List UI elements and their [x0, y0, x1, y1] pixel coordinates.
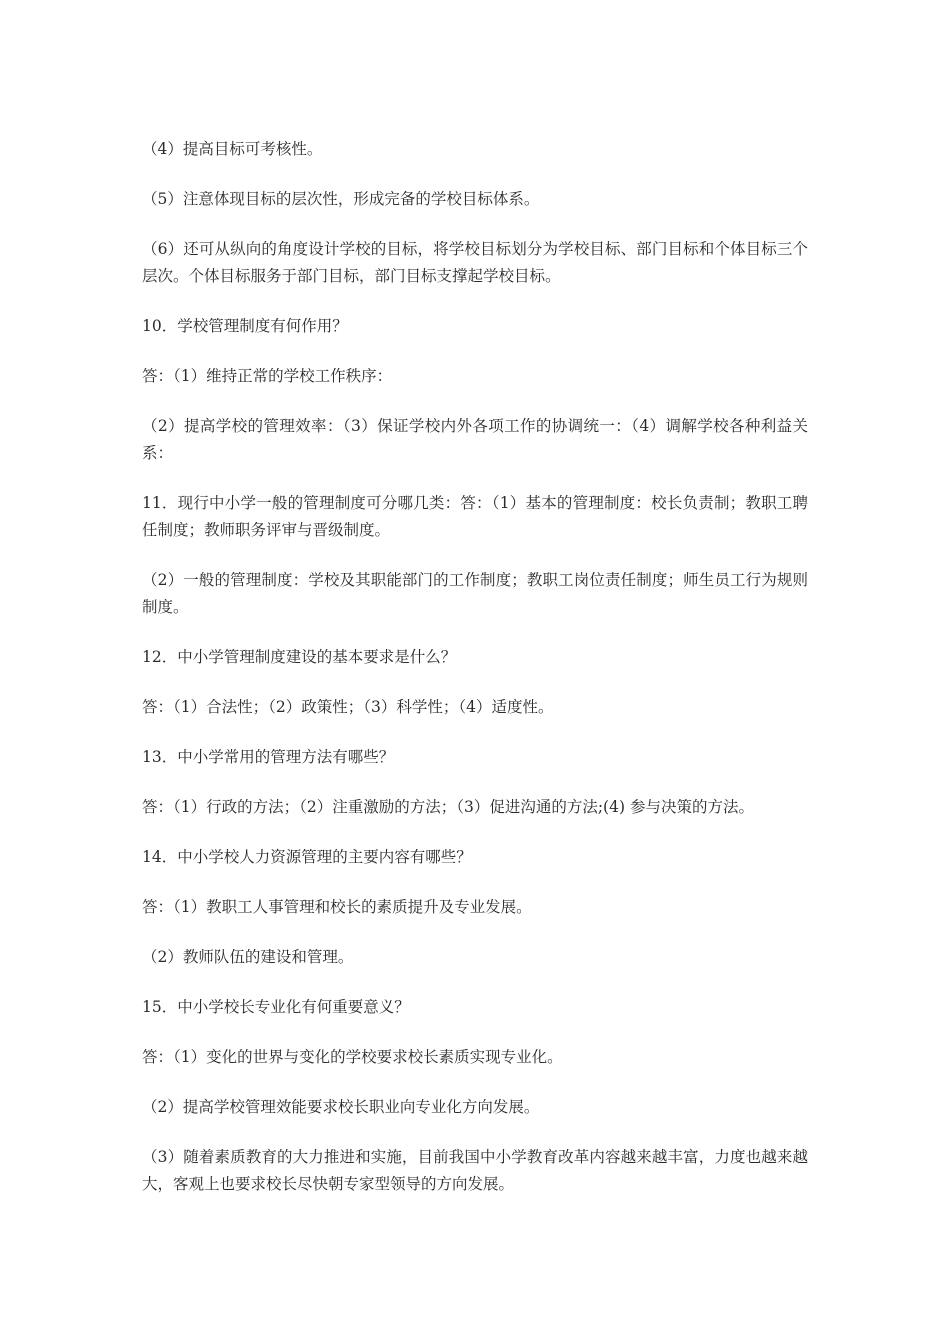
- paragraph-goal-4: （4）提高目标可考核性。: [142, 140, 323, 158]
- answer-15-part-3: （3）随着素质教育的大力推进和实施，目前我国中小学教育改革内容越来越丰富，力度也越来越大，客观上也要求校长尽快朝专家型领导的方向发展。: [142, 1148, 808, 1193]
- question-14: 14．中小学校人力资源管理的主要内容有哪些？: [142, 848, 472, 866]
- question-10: 10．学校管理制度有何作用？: [142, 317, 348, 335]
- answer-14-part-2: （2）教师队伍的建设和管理。: [142, 948, 354, 966]
- question-15: 15．中小学校长专业化有何重要意义？: [142, 998, 410, 1016]
- question-12: 12．中小学管理制度建设的基本要求是什么？: [142, 648, 457, 666]
- answer-12: 答：（1）合法性；（2）政策性；（3）科学性；（4）适度性。: [142, 698, 554, 716]
- answer-15-part-1: 答：（1）变化的世界与变化的学校要求校长素质实现专业化。: [142, 1048, 563, 1066]
- paragraph-goal-6: （6）还可从纵向的角度设计学校的目标，将学校目标划分为学校目标、部门目标和个体目标三个层次。个体目标服务于部门目标，部门目标支撑起学校目标。: [142, 240, 808, 285]
- answer-13: 答：（1）行政的方法；（2）注重激励的方法；（3）促进沟通的方法;(4) 参与决策的方法。: [142, 798, 754, 816]
- answer-15-part-2: （2）提高学校管理效能要求校长职业向专业化方向发展。: [142, 1098, 540, 1116]
- paragraph-goal-5: （5）注意体现目标的层次性，形成完备的学校目标体系。: [142, 190, 540, 208]
- question-11-answer: 11．现行中小学一般的管理制度可分哪几类：答：（1）基本的管理制度：校长负责制；教职工聘任制度；教师职务评审与晋级制度。: [142, 494, 808, 539]
- answer-10-part-2: （2）提高学校的管理效率：（3）保证学校内外各项工作的协调统一：（4）调解学校各种利益关系：: [142, 417, 808, 462]
- answer-14-part-1: 答：（1）教职工人事管理和校长的素质提升及专业发展。: [142, 898, 532, 916]
- answer-11-part-2: （2）一般的管理制度：学校及其职能部门的工作制度；教职工岗位责任制度；师生员工行为规则制度。: [142, 571, 808, 616]
- question-13: 13．中小学常用的管理方法有哪些？: [142, 748, 395, 766]
- document-body: [142, 136, 808, 1221]
- answer-10-part-1: 答：（1）维持正常的学校工作秩序：: [142, 367, 393, 385]
